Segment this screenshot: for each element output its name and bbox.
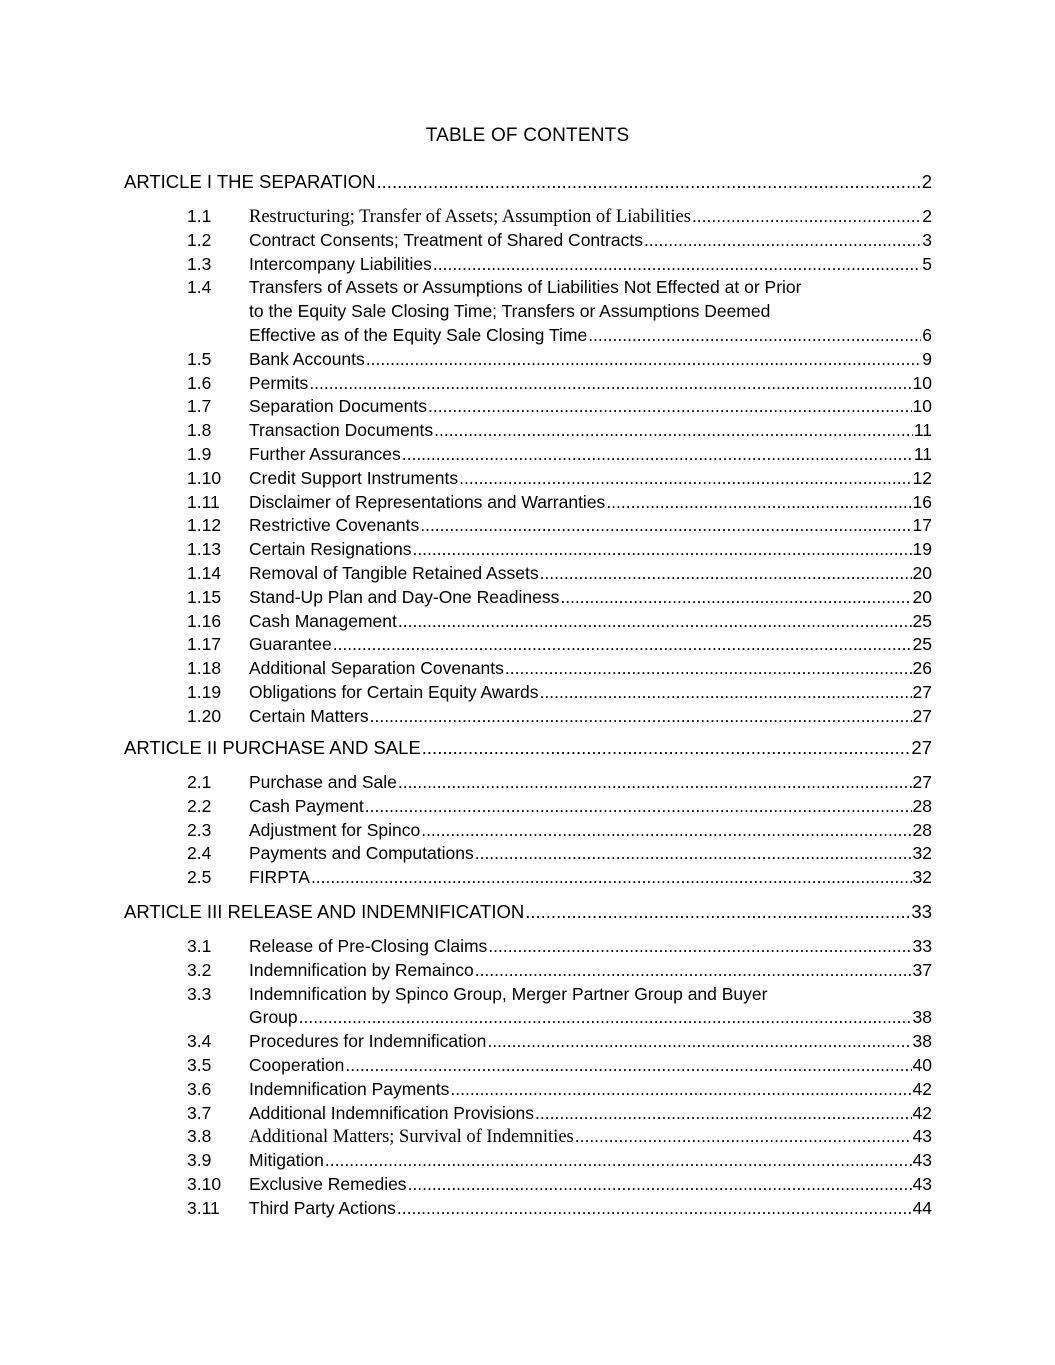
- toc-entry-1-19-title: Obligations for Certain Equity Awards: [249, 682, 539, 702]
- toc-section-number: 3.4: [187, 1031, 212, 1052]
- toc-entry-1-4[interactable]: [249, 276, 932, 298]
- toc-entry-1-12-page-number: 17: [912, 515, 932, 536]
- toc-article-1[interactable]: [124, 171, 932, 193]
- dot-leader: [311, 866, 912, 888]
- toc-entry-1-17[interactable]: [249, 633, 932, 655]
- toc-section-number: 1.14: [187, 563, 222, 583]
- toc-section-number: 1.17: [187, 634, 222, 655]
- toc-entry-1-8[interactable]: [249, 419, 932, 441]
- toc-entry-3-2-title: Indemnification by Remainco: [249, 959, 474, 980]
- toc-section-number: 3.6: [187, 1078, 212, 1099]
- toc-section-number: 3.5: [187, 1055, 212, 1075]
- toc-entry-1-17-page-number: 25: [912, 634, 932, 655]
- toc-entry-1-20-title: Certain Matters: [249, 705, 369, 726]
- toc-entry-3-6-title: Indemnification Payments: [249, 1078, 450, 1099]
- dot-leader: [402, 443, 913, 465]
- toc-entry-2-1[interactable]: [249, 771, 932, 793]
- toc-entry-3-6[interactable]: [249, 1078, 932, 1100]
- toc-entry-3-6-page-number: 42: [912, 1078, 932, 1099]
- toc-entry-3-2-page-number: 37: [912, 959, 932, 980]
- toc-entry-2-1-page-number: 27: [912, 772, 932, 792]
- toc-entry-1-5-title: Bank Accounts: [249, 348, 365, 369]
- dot-leader: [525, 901, 910, 923]
- toc-section-number: 1.5: [187, 348, 212, 369]
- toc-entry-1-5-page-number: 9: [922, 348, 932, 369]
- toc-entry-3-8-title: Additional Matters; Survival of Indemnities: [249, 1127, 574, 1148]
- toc-entry-2-2[interactable]: [249, 795, 932, 817]
- toc-entry-1-11-page-number: 16: [912, 491, 932, 512]
- dot-leader: [540, 562, 912, 584]
- toc-section-number: 1.1: [187, 206, 212, 226]
- toc-section-number: 1.18: [187, 658, 222, 679]
- toc-entry-2-4-page-number: 32: [912, 843, 932, 864]
- toc-entry-1-6-page-number: 10: [912, 372, 932, 393]
- toc-entry-1-6-title: Permits: [249, 372, 309, 393]
- toc-article-3-page-number: 33: [911, 901, 932, 922]
- toc-entry-1-7[interactable]: [249, 395, 932, 417]
- toc-entry-1-10-title: Credit Support Instruments: [249, 467, 459, 488]
- toc-entry-3-5[interactable]: [249, 1054, 932, 1076]
- toc-entry-1-14-title: Removal of Tangible Retained Assets: [249, 563, 539, 583]
- toc-entry-3-3-page-number: 38: [912, 1007, 932, 1028]
- toc-section-number: 3.8: [187, 1126, 212, 1147]
- toc-entry-3-1-page-number: 33: [912, 936, 932, 956]
- toc-entry-1-10-page-number: 12: [912, 467, 932, 488]
- dot-leader: [421, 819, 911, 841]
- toc-entry-3-8-page-number: 43: [912, 1126, 932, 1147]
- toc-entry-3-3-title: Indemnification by Spinco Group, Merger Partner Group and Buyer: [249, 983, 768, 1004]
- toc-entry-3-7[interactable]: [249, 1102, 932, 1124]
- toc-entry-3-11[interactable]: [249, 1197, 932, 1219]
- toc-entry-2-5[interactable]: [249, 866, 932, 888]
- dot-leader: [333, 633, 912, 655]
- toc-section-number: 1.4: [187, 277, 212, 298]
- toc-entry-1-15-title: Stand-Up Plan and Day-One Readiness: [249, 586, 560, 607]
- toc-section-number: 1.20: [187, 705, 222, 726]
- toc-entry-1-7-title: Separation Documents: [249, 396, 428, 417]
- toc-section-number: 3.3: [187, 983, 212, 1004]
- dot-leader: [370, 705, 912, 727]
- toc-entry-1-2-page-number: 3: [922, 229, 932, 250]
- dot-leader: [397, 1197, 912, 1219]
- toc-entry-3-5-title: Cooperation: [249, 1055, 345, 1075]
- toc-entry-3-9-title: Mitigation: [249, 1150, 324, 1171]
- toc-entry-2-2-page-number: 28: [912, 795, 932, 816]
- toc-entry-3-1-title: Release of Pre-Closing Claims: [249, 936, 488, 956]
- dot-leader: [420, 514, 911, 536]
- toc-article-1-page-number: 2: [921, 171, 932, 192]
- toc-entry-1-20-page-number: 27: [912, 705, 932, 726]
- toc-entry-3-9[interactable]: [249, 1149, 932, 1171]
- toc-entry-1-19[interactable]: [249, 681, 932, 703]
- toc-entry-1-15[interactable]: [249, 586, 932, 608]
- toc-entry-1-16-title: Cash Management: [249, 610, 397, 631]
- toc-entry-3-10-page-number: 43: [912, 1174, 932, 1194]
- dot-leader: [299, 1006, 912, 1028]
- dot-leader: [365, 795, 912, 817]
- toc-entry-3-3[interactable]: [249, 1006, 932, 1028]
- toc-entry-3-3-title: Group: [249, 1007, 298, 1028]
- toc-entry-1-18-page-number: 26: [912, 658, 932, 679]
- toc-entry-1-4-title: Transfers of Assets or Assumptions of Liabilities Not Effected at or Prior: [249, 277, 802, 298]
- toc-entry-1-19-page-number: 27: [912, 682, 932, 702]
- dot-leader: [422, 737, 911, 759]
- toc-section-number: 3.9: [187, 1150, 212, 1171]
- toc-entry-2-3-page-number: 28: [912, 819, 932, 840]
- dot-leader: [433, 253, 921, 275]
- toc-entry-1-13-page-number: 19: [912, 539, 932, 560]
- dot-leader: [450, 1078, 911, 1100]
- toc-entry-2-5-title: FIRPTA: [249, 867, 310, 888]
- toc-entry-2-1-title: Purchase and Sale: [249, 772, 397, 792]
- toc-entry-1-18[interactable]: [249, 657, 932, 679]
- toc-entry-1-18-title: Additional Separation Covenants: [249, 658, 504, 679]
- dot-leader: [434, 419, 913, 441]
- toc-section-number: 2.2: [187, 795, 212, 816]
- toc-entry-3-5-page-number: 40: [912, 1055, 932, 1075]
- toc-section-number: 1.3: [187, 253, 212, 274]
- dot-leader: [459, 467, 911, 489]
- toc-entry-1-15-page-number: 20: [912, 586, 932, 607]
- toc-section-number: 3.1: [187, 936, 212, 956]
- toc-section-number: 1.2: [187, 229, 212, 250]
- dot-leader: [575, 1125, 912, 1147]
- toc-article-2-page-number: 27: [911, 737, 932, 758]
- toc-section-number: 1.11: [187, 491, 220, 512]
- toc-entry-3-1[interactable]: [249, 935, 932, 957]
- dot-leader: [560, 586, 911, 608]
- toc-entry-3-7-title: Additional Indemnification Provisions: [249, 1102, 535, 1123]
- toc-entry-2-4[interactable]: [249, 842, 932, 864]
- toc-section-number: 1.13: [187, 539, 222, 560]
- toc-article-2-title: ARTICLE II PURCHASE AND SALE: [124, 737, 421, 758]
- dot-leader: [692, 205, 921, 227]
- dot-leader: [644, 229, 921, 251]
- toc-section-number: 1.10: [187, 467, 222, 488]
- toc-article-3-title: ARTICLE III RELEASE AND INDEMNIFICATION: [124, 901, 525, 922]
- toc-section-number: 1.19: [187, 682, 222, 702]
- dot-leader: [345, 1054, 911, 1076]
- toc-entry-1-1[interactable]: [249, 205, 932, 228]
- dot-leader: [488, 935, 911, 957]
- toc-entry-2-3[interactable]: [249, 819, 932, 841]
- toc-entry-1-13[interactable]: [249, 538, 932, 560]
- toc-entry-1-4[interactable]: [249, 300, 932, 322]
- toc-entry-2-2-title: Cash Payment: [249, 795, 364, 816]
- dot-leader: [325, 1149, 912, 1171]
- toc-entry-1-3-page-number: 5: [922, 253, 932, 274]
- toc-entry-1-16[interactable]: [249, 610, 932, 632]
- toc-entry-3-2[interactable]: [249, 959, 932, 981]
- toc-entry-1-6[interactable]: [249, 372, 932, 394]
- toc-entry-1-9[interactable]: [249, 443, 932, 465]
- toc-entry-1-5[interactable]: [249, 348, 932, 370]
- toc-entry-1-14[interactable]: [249, 562, 932, 584]
- toc-section-number: 2.4: [187, 843, 212, 864]
- toc-entry-1-2[interactable]: [249, 229, 932, 251]
- toc-entry-1-4[interactable]: [249, 324, 932, 346]
- dot-leader: [408, 1173, 912, 1195]
- toc-entry-1-12[interactable]: [249, 514, 932, 536]
- toc-entry-1-2-title: Contract Consents; Treatment of Shared Contracts: [249, 229, 643, 250]
- toc-section-number: 1.6: [187, 372, 212, 393]
- dot-leader: [606, 491, 911, 513]
- dot-leader: [412, 538, 911, 560]
- toc-section-number: 1.9: [187, 444, 212, 464]
- dot-leader: [398, 610, 912, 632]
- dot-leader: [588, 324, 921, 346]
- toc-entry-2-5-page-number: 32: [912, 867, 932, 888]
- toc-entry-2-3-title: Adjustment for Spinco: [249, 819, 421, 840]
- dot-leader: [540, 681, 912, 703]
- toc-entry-3-9-page-number: 43: [912, 1150, 932, 1171]
- dot-leader: [487, 1030, 911, 1052]
- toc-entry-1-4-title: to the Equity Sale Closing Time; Transfers or Assumptions Deemed: [249, 301, 771, 322]
- toc-entry-1-4-page-number: 6: [922, 325, 932, 345]
- toc-section-number: 3.10: [187, 1174, 222, 1194]
- toc-section-number: 1.8: [187, 420, 212, 441]
- dot-leader: [309, 372, 911, 394]
- toc-entry-1-14-page-number: 20: [912, 563, 932, 583]
- toc-entry-1-12-title: Restrictive Covenants: [249, 515, 420, 536]
- toc-section-number: 2.1: [187, 772, 212, 792]
- toc-section-number: 1.12: [187, 515, 222, 536]
- toc-section-number: 2.3: [187, 819, 212, 840]
- toc-entry-1-16-page-number: 25: [912, 610, 932, 631]
- toc-entry-1-11[interactable]: [249, 491, 932, 513]
- dot-leader: [366, 348, 921, 370]
- toc-section-number: 3.2: [187, 959, 212, 980]
- toc-entry-3-11-title: Third Party Actions: [249, 1197, 396, 1218]
- dot-leader: [398, 771, 912, 793]
- toc-entry-3-10-title: Exclusive Remedies: [249, 1174, 407, 1194]
- toc-entry-3-4[interactable]: [249, 1030, 932, 1052]
- toc-article-1-title: ARTICLE I THE SEPARATION: [124, 171, 376, 192]
- toc-section-number: 1.7: [187, 396, 212, 417]
- dot-leader: [535, 1102, 912, 1124]
- toc-section-number: 1.15: [187, 586, 222, 607]
- toc-entry-1-1-page-number: 2: [922, 206, 932, 226]
- dot-leader: [475, 959, 912, 981]
- toc-entry-3-7-page-number: 42: [912, 1102, 932, 1123]
- toc-section-number: 3.11: [187, 1197, 220, 1218]
- toc-entry-1-8-page-number: 11: [913, 420, 932, 441]
- toc-entry-1-9-page-number: 11: [913, 444, 932, 464]
- dot-leader: [475, 842, 912, 864]
- toc-entry-1-17-title: Guarantee: [249, 634, 332, 655]
- toc-entry-1-20[interactable]: [249, 705, 932, 727]
- toc-entry-1-3-title: Intercompany Liabilities: [249, 253, 432, 274]
- toc-entry-1-4-title: Effective as of the Equity Sale Closing Time: [249, 325, 588, 345]
- toc-entry-3-4-page-number: 38: [912, 1031, 932, 1052]
- toc-article-2[interactable]: [124, 737, 932, 759]
- toc-entry-2-4-title: Payments and Computations: [249, 843, 474, 864]
- toc-section-number: 3.7: [187, 1102, 212, 1123]
- toc-entry-1-7-page-number: 10: [912, 396, 932, 417]
- toc-entry-1-11-title: Disclaimer of Representations and Warranties: [249, 491, 606, 512]
- toc-entry-1-9-title: Further Assurances: [249, 444, 401, 464]
- toc-entry-3-8[interactable]: [249, 1125, 932, 1148]
- toc-entry-1-1-title: Restructuring; Transfer of Assets; Assumption of Liabilities: [249, 207, 691, 227]
- toc-entry-1-10[interactable]: [249, 467, 932, 489]
- toc-article-3[interactable]: [124, 901, 932, 923]
- page-title: TABLE OF CONTENTS: [425, 125, 630, 146]
- toc-entry-3-4-title: Procedures for Indemnification: [249, 1031, 487, 1052]
- toc-section-number: 1.16: [187, 610, 222, 631]
- toc-section-number: 2.5: [187, 867, 212, 888]
- dot-leader: [428, 395, 912, 417]
- toc-entry-1-8-title: Transaction Documents: [249, 420, 434, 441]
- toc-entry-3-3[interactable]: [249, 983, 932, 1005]
- toc-entry-1-3[interactable]: [249, 253, 932, 275]
- dot-leader: [377, 171, 921, 193]
- toc-entry-3-11-page-number: 44: [912, 1197, 932, 1218]
- toc-entry-3-10[interactable]: [249, 1173, 932, 1195]
- toc-entry-1-13-title: Certain Resignations: [249, 539, 412, 560]
- dot-leader: [505, 657, 912, 679]
